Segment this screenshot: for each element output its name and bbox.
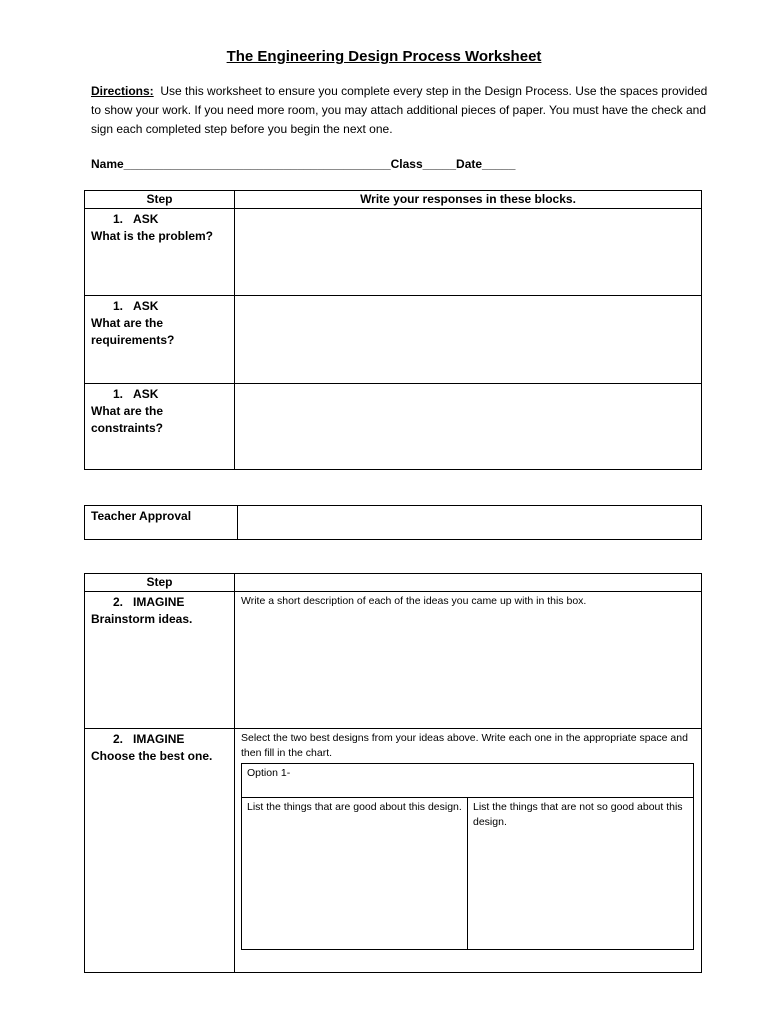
step-header: Step — [85, 191, 235, 209]
ask-table — [84, 190, 702, 470]
directions-text: Use this worksheet to ensure you complete every step in the Design Process. Use the spaces provided to show your work. If you need more room, you may attach additional pieces of paper. You must have the check and sign each completed step before you begin the next one. — [91, 84, 708, 136]
good-things-label: List the things that are good about this design. — [247, 801, 462, 813]
step-number: 2. — [113, 732, 124, 746]
choose-instruction: Select the two best designs from your ideas above. Write each one in the appropriate space and then fill in the chart. — [241, 732, 688, 759]
good-things-cell[interactable] — [242, 798, 468, 950]
step-cell — [85, 729, 235, 973]
response-block-brainstorm[interactable] — [235, 592, 702, 729]
option-1-table — [241, 763, 694, 950]
step-number: 1. — [113, 387, 124, 401]
step-question: What are the requirements? — [91, 316, 175, 347]
option-1-label[interactable]: Option 1- — [242, 764, 694, 798]
step-number: 1. — [113, 299, 124, 313]
step-question: What is the problem? — [91, 229, 214, 243]
step-question: What are the constraints? — [91, 404, 164, 435]
directions-label: Directions: — [91, 84, 154, 98]
step-name: ASK — [133, 387, 159, 401]
page-title: The Engineering Design Process Worksheet — [226, 48, 542, 65]
step-cell — [85, 384, 235, 470]
not-good-things-cell[interactable] — [468, 798, 694, 950]
teacher-approval-field[interactable] — [238, 506, 702, 540]
response-block-problem[interactable] — [235, 209, 702, 296]
imagine-table — [84, 573, 702, 973]
response-block-constraints[interactable] — [235, 384, 702, 470]
step-name: ASK — [133, 212, 159, 226]
step-name: IMAGINE — [133, 595, 185, 609]
step-question: Brainstorm ideas. — [91, 612, 193, 626]
step-name: ASK — [133, 299, 159, 313]
step-number: 1. — [113, 212, 124, 226]
directions — [91, 82, 711, 139]
brainstorm-instruction: Write a short description of each of the ideas you came up with in this box. — [241, 595, 587, 607]
step-name: IMAGINE — [133, 732, 185, 746]
teacher-approval-label: Teacher Approval — [85, 506, 238, 540]
name-class-date-line[interactable]: Name________________________________________Class_____Date_____ — [91, 157, 516, 171]
step-question: Choose the best one. — [91, 749, 213, 763]
step-cell — [85, 296, 235, 384]
not-good-things-label: List the things that are not so good about this design. — [473, 801, 683, 828]
response-header: Write your responses in these blocks. — [235, 191, 702, 209]
step-number: 2. — [113, 595, 124, 609]
response-header-empty — [235, 574, 702, 592]
response-block-requirements[interactable] — [235, 296, 702, 384]
response-block-choose — [235, 729, 702, 973]
teacher-approval-table — [84, 505, 702, 540]
step-header: Step — [85, 574, 235, 592]
step-cell — [85, 209, 235, 296]
step-cell — [85, 592, 235, 729]
